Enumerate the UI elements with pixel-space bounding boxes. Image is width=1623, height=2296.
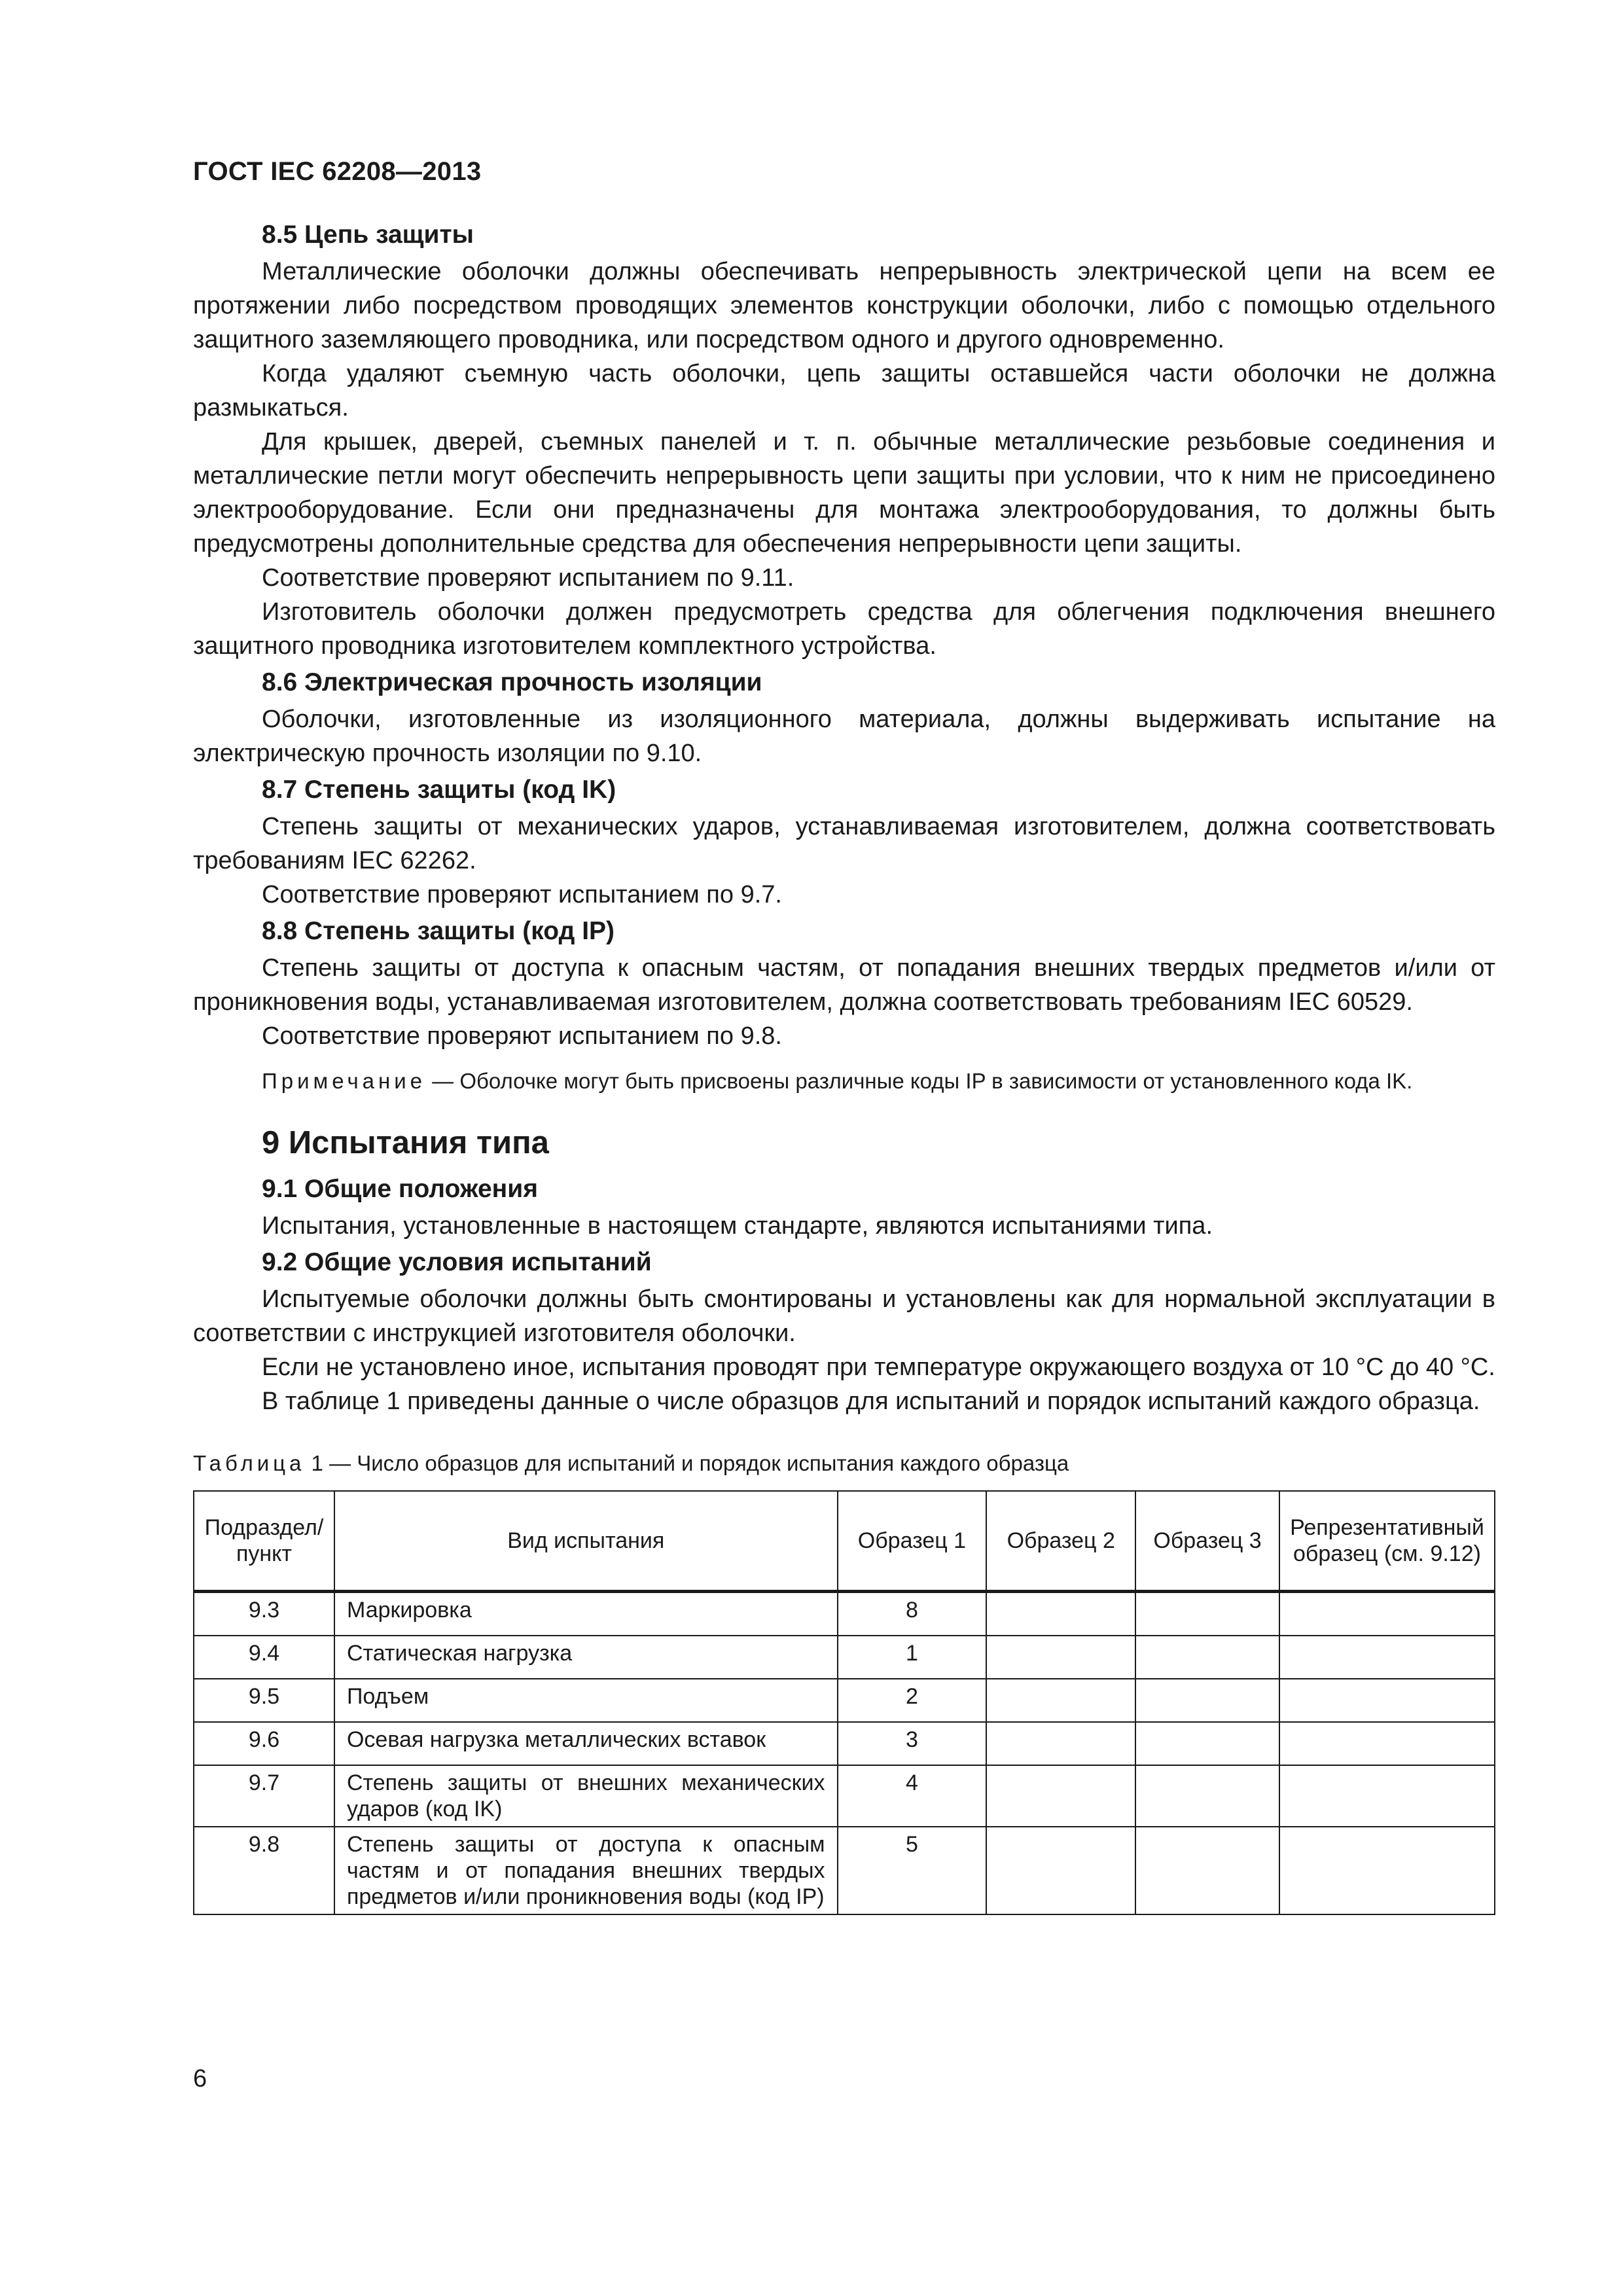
table-cell: 5 xyxy=(838,1827,987,1914)
table-caption xyxy=(193,1451,1495,1476)
table-cell: 9.5 xyxy=(194,1679,334,1722)
table-caption-label: Таблица xyxy=(193,1451,306,1475)
column-header: Репрезентативный образец (см. 9.12) xyxy=(1279,1491,1495,1592)
paragraph: Когда удаляют съемную часть оболочки, цепь защиты оставшейся части оболочки не должна размыкаться. xyxy=(193,360,1495,422)
paragraph: Испытания, установленные в настоящем стандарте, являются испытаниями типа. xyxy=(262,1212,1213,1240)
section-9-1-title: 9.1 Общие положения xyxy=(262,1175,538,1203)
paragraph: Соответствие проверяют испытанием по 9.8. xyxy=(262,1022,782,1050)
table-row xyxy=(194,1722,1495,1765)
note-text: — Оболочке могут быть присвоены различные коды IP в зависимости от установленного кода IK. xyxy=(426,1069,1413,1093)
table-row xyxy=(194,1765,1495,1827)
table-cell xyxy=(1279,1636,1495,1679)
table-cell xyxy=(1135,1679,1279,1722)
table-cell xyxy=(1135,1592,1279,1636)
table-cell: Статическая нагрузка xyxy=(334,1636,838,1679)
column-header: Подраздел/ пункт xyxy=(194,1491,334,1592)
column-header: Вид испытания xyxy=(334,1491,838,1592)
table-cell xyxy=(1135,1765,1279,1827)
table-cell: Маркировка xyxy=(334,1592,838,1636)
table-cell: Степень защиты от доступа к опасным частям и от попадания внешних твердых предметов и/или проникновения воды (код IP) xyxy=(334,1827,838,1914)
paragraph: Металлические оболочки должны обеспечивать непрерывность электрической цепи на всем ее протяжении либо посредством проводящих элементов конструкции оболочки, либо с помощью отдельного защитного заземляющего проводника, или посредством одного и другого одновременно. xyxy=(193,258,1495,353)
table-cell: 9.8 xyxy=(194,1827,334,1914)
document-page xyxy=(193,157,1495,1915)
table-row xyxy=(194,1592,1495,1636)
paragraph: В таблице 1 приведены данные о числе образцов для испытаний и порядок испытаний каждого образца. xyxy=(262,1388,1480,1415)
section-8-6-title: 8.6 Электрическая прочность изоляции xyxy=(262,668,762,696)
table-cell: 4 xyxy=(838,1765,987,1827)
paragraph: Степень защиты от механических ударов, устанавливаемая изготовителем, должна соответствовать требованиям IEC 62262. xyxy=(193,813,1495,874)
note-label: Примечание xyxy=(262,1069,427,1093)
table-row xyxy=(194,1827,1495,1914)
table-cell: Степень защиты от внешних механических ударов (код IK) xyxy=(334,1765,838,1827)
document-header: ГОСТ IEC 62208—2013 xyxy=(193,157,482,186)
table-cell xyxy=(986,1722,1135,1765)
table-cell: 3 xyxy=(838,1722,987,1765)
table-cell xyxy=(1279,1827,1495,1914)
table-cell xyxy=(986,1592,1135,1636)
table-cell xyxy=(1135,1827,1279,1914)
table-cell xyxy=(986,1679,1135,1722)
section-8-7-title: 8.7 Степень защиты (код IK) xyxy=(262,776,616,804)
paragraph: Степень защиты от доступа к опасным частям, от попадания внешних твердых предметов и/или от проникновения воды, устанавливаемая изготовителем, должна соответствовать требованиям IEC 60529. xyxy=(193,954,1495,1016)
paragraph: Если не установлено иное, испытания проводят при температуре окружающего воздуха от 10 °С до 40 °С. xyxy=(262,1354,1495,1381)
paragraph: Изготовитель оболочки должен предусмотреть средства для облегчения подключения внешнего защитного проводника изготовителем комплектного устройства. xyxy=(193,598,1495,660)
table-cell xyxy=(1279,1679,1495,1722)
note xyxy=(193,1066,1495,1096)
table-cell xyxy=(986,1765,1135,1827)
table-cell xyxy=(986,1636,1135,1679)
column-header: Образец 1 xyxy=(838,1491,987,1592)
table-cell: 8 xyxy=(838,1592,987,1636)
table-cell: Подъем xyxy=(334,1679,838,1722)
table-header-row xyxy=(194,1491,1495,1592)
table-cell: 9.7 xyxy=(194,1765,334,1827)
table-cell xyxy=(1279,1592,1495,1636)
table-cell xyxy=(1135,1722,1279,1765)
section-8-8-title: 8.8 Степень защиты (код IP) xyxy=(262,917,615,945)
column-header: Образец 3 xyxy=(1135,1491,1279,1592)
paragraph: Испытуемые оболочки должны быть смонтированы и установлены как для нормальной эксплуатации в соответствии с инструкцией изготовителя оболочки. xyxy=(193,1285,1495,1347)
table-row xyxy=(194,1636,1495,1679)
paragraph: Для крышек, дверей, съемных панелей и т. п. обычные металлические резьбовые соединения и металлические петли могут обеспечить непрерывность цепи защиты при условии, что к ним не присоединено электрооборудование. Если они предназначены для монтажа электрооборудования, то должны быть предусмотрены дополнительные средства для обеспечения непрерывности цепи защиты. xyxy=(193,428,1495,558)
page-number: 6 xyxy=(193,2065,207,2092)
table-cell: 9.6 xyxy=(194,1722,334,1765)
table-cell xyxy=(1135,1636,1279,1679)
section-8-5-title: 8.5 Цепь защиты xyxy=(262,221,474,249)
section-9-2-title: 9.2 Общие условия испытаний xyxy=(262,1248,652,1276)
table-cell: 1 xyxy=(838,1636,987,1679)
table-cell: 9.3 xyxy=(194,1592,334,1636)
paragraph: Соответствие проверяют испытанием по 9.11. xyxy=(262,564,794,592)
column-header: Образец 2 xyxy=(986,1491,1135,1592)
paragraph: Оболочки, изготовленные из изоляционного материала, должны выдерживать испытание на электрическую прочность изоляции по 9.10. xyxy=(193,706,1495,767)
table-cell xyxy=(986,1827,1135,1914)
section-9-title: 9 Испытания типа xyxy=(262,1125,549,1160)
samples-table xyxy=(193,1490,1495,1915)
table-cell: Осевая нагрузка металлических вставок xyxy=(334,1722,838,1765)
paragraph: Соответствие проверяют испытанием по 9.7. xyxy=(262,881,782,908)
table-cell: 2 xyxy=(838,1679,987,1722)
table-cell: 9.4 xyxy=(194,1636,334,1679)
table-row xyxy=(194,1679,1495,1722)
table-cell xyxy=(1279,1722,1495,1765)
table-caption-text: 1 — Число образцов для испытаний и порядок испытания каждого образца xyxy=(305,1451,1069,1475)
table-cell xyxy=(1279,1765,1495,1827)
